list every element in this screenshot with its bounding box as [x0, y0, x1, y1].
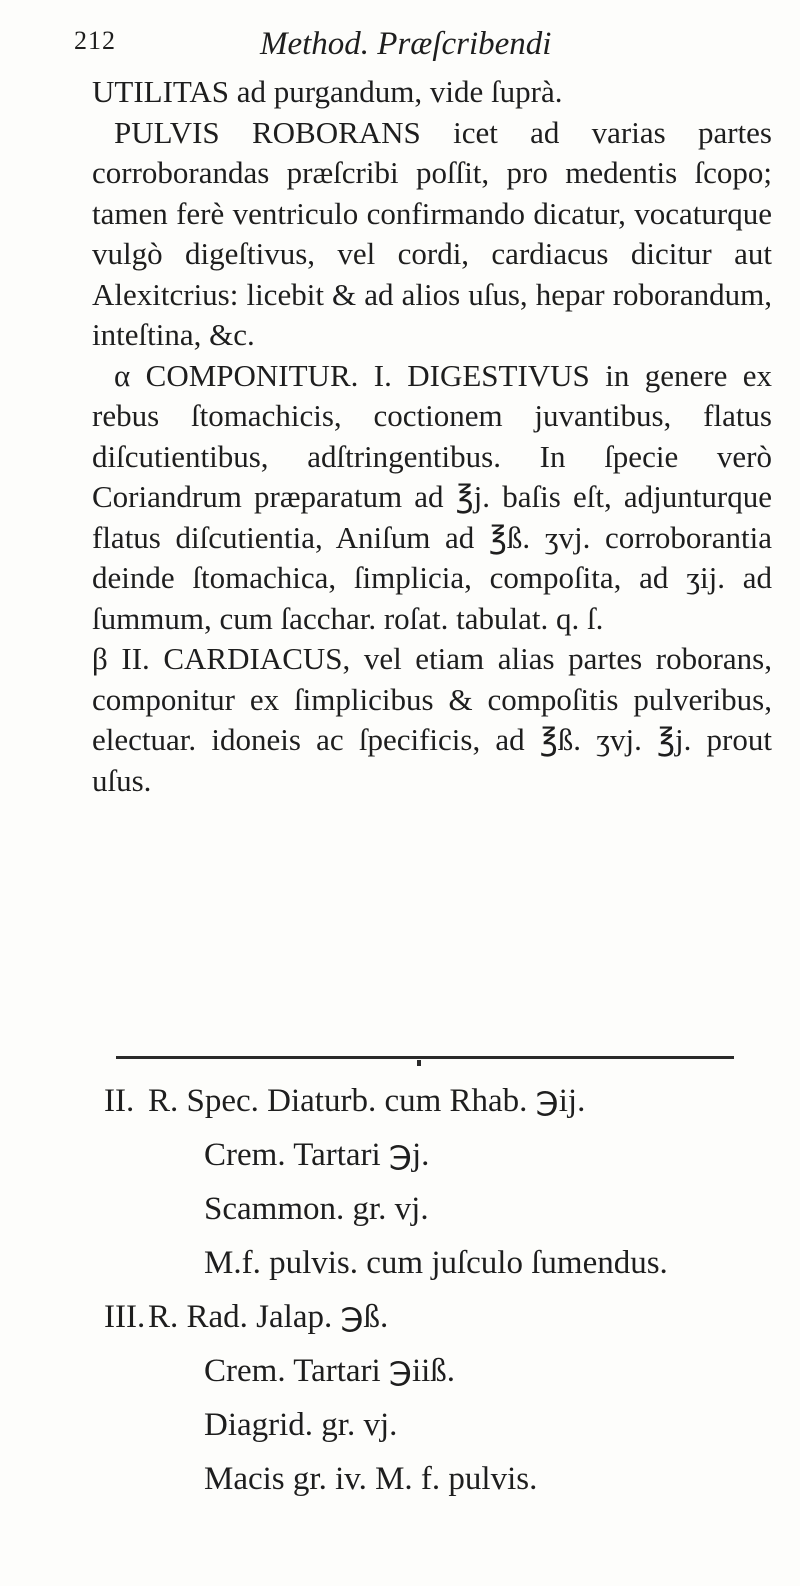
recipe-text: R. Rad. Jalap. ℈ß. — [148, 1299, 389, 1335]
recipe-block — [104, 1074, 764, 1506]
paragraph-cardiacus: β II. CARDIACUS, vel etiam alias partes roborans, componitur ex ſimplicibus & compoſitis pulveribus, electuar. idoneis ac ſpecificis, ad ℥ß. ʒvj. ℥j. prout uſus. — [92, 641, 772, 798]
recipe-line — [104, 1074, 764, 1128]
paragraph-pulvis-roborans: PULVIS ROBORANS icet ad varias partes corroborandas præſcribi poſſit, pro medentis ſcopo; tamen ferè ventriculo confirmando dicatur, vocaturque vulgò digeſtivus, vel cordi, cardiacus dicitur aut Alexitcrius: licebit & ad alios uſus, hepar roborandum, inteſtina, &c. — [92, 114, 772, 352]
page-number: 212 — [74, 26, 116, 55]
recipe-text: Scammon. gr. vj. — [204, 1191, 429, 1227]
recipe-number: II. — [104, 1083, 135, 1119]
recipe-text: R. Spec. Diaturb. cum Rhab. ℈ij. — [148, 1083, 586, 1119]
paragraph-componitur-digestivus: α COMPONITUR. I. DIGESTIVUS in genere ex rebus ſtomachicis, coctionem juvantibus, flatus diſcutientibus, adſtringentibus. In ſpecie verò Coriandrum præparatum ad ℥j. baſis eſt, adjunturque flatus diſcutientia, Aniſum ad ℥ß. ʒvj. corroborantia deinde ſtomachica, ſimplicia, compoſita, ad ʒij. ad ſummum, cum ſacchar. roſat. tabulat. q. ſ. — [92, 357, 772, 636]
divider-mark — [417, 1060, 421, 1066]
recipe-line — [104, 1398, 764, 1452]
recipe-text: M.f. pulvis. cum juſculo ſumendus. — [204, 1245, 668, 1281]
paragraph-utilitas: UTILITAS ad purgandum, vide ſuprà. — [92, 74, 563, 109]
section-divider — [116, 1056, 734, 1059]
page-header — [74, 26, 754, 70]
recipe-text: Crem. Tartari ℈j. — [204, 1137, 430, 1173]
recipe-text: Crem. Tartari ℈iiß. — [204, 1353, 456, 1389]
recipe-line — [104, 1182, 764, 1236]
recipe-line — [104, 1236, 764, 1290]
recipe-line — [104, 1128, 764, 1182]
recipe-number: III. — [104, 1299, 146, 1335]
body-text — [92, 72, 772, 801]
recipe-text: Macis gr. iv. M. f. pulvis. — [204, 1461, 538, 1497]
recipe-text: Diagrid. gr. vj. — [204, 1407, 398, 1443]
recipe-line — [104, 1290, 764, 1344]
recipe-line — [104, 1452, 764, 1506]
recipe-line — [104, 1344, 764, 1398]
running-title: Method. Præſcribendi — [260, 26, 552, 62]
